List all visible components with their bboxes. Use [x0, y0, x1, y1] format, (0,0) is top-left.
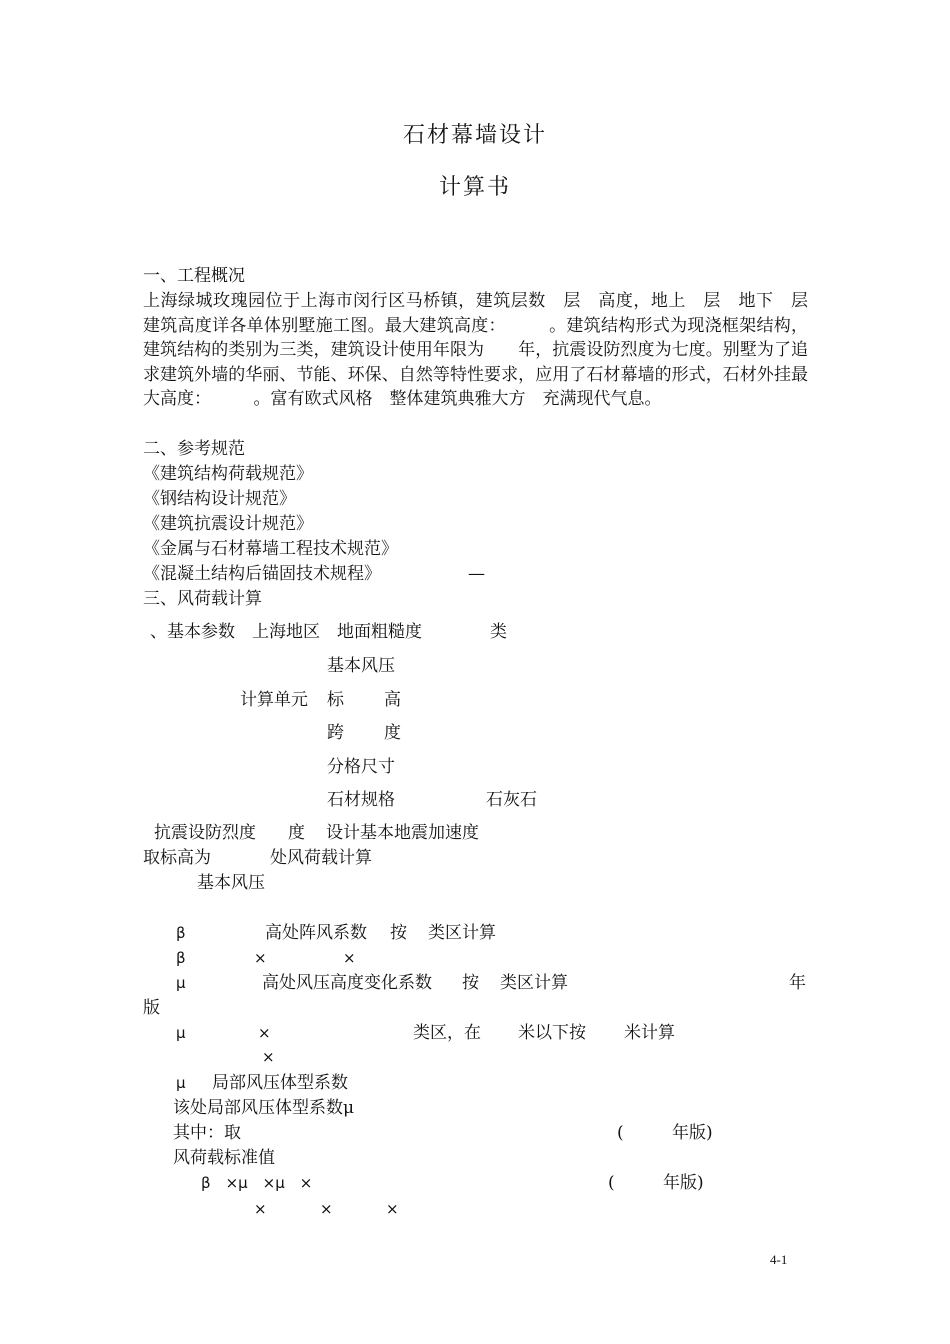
height-label-b: 高	[384, 690, 401, 710]
calc-unit-label: 计算单元	[240, 690, 308, 710]
times-symbol: ×	[386, 1200, 399, 1218]
local-shape-coefficient-label: 局部风压体型系数	[212, 1073, 348, 1093]
meters-calc-label: 米计算	[624, 1023, 675, 1043]
beta-symbol: β	[176, 924, 186, 942]
document-title: 石材幕墙设计	[402, 123, 547, 148]
reference-item: 《金属与石材幕墙工程技术规范》	[143, 539, 398, 559]
times-symbol: ×	[343, 949, 356, 967]
basic-wind-label: 基本风压	[197, 873, 265, 893]
class-calc-label: 类区计算	[428, 923, 496, 943]
year-edition-close: 年版)	[663, 1173, 704, 1193]
times-symbol: ×	[254, 1200, 267, 1218]
height-label-a: 标	[327, 690, 344, 710]
reference-dash: —	[468, 564, 485, 584]
beta-symbol: β	[176, 949, 186, 967]
section-1-heading: 一、工程概况	[143, 266, 245, 286]
by-label: 按	[462, 973, 479, 993]
roughness-class: 类	[490, 622, 507, 642]
year-edition-close: 年版)	[672, 1123, 713, 1143]
wind-load-standard-label: 风荷载标准值	[173, 1148, 275, 1168]
basic-wind-pressure-label: 基本风压	[327, 656, 395, 676]
seismic-acceleration-label: 设计基本地震加速度	[326, 823, 479, 843]
take-calc-label: 处风荷载计算	[270, 848, 372, 868]
section-3-heading: 三、风荷载计算	[143, 589, 262, 609]
class-calc-label: 类区计算	[500, 973, 568, 993]
times-symbol: ×	[320, 1200, 333, 1218]
stone-type: 石灰石	[486, 790, 537, 810]
stone-spec-label: 石材规格	[327, 790, 395, 810]
below-meters-label: 米以下按	[518, 1023, 586, 1043]
by-label: 按	[390, 923, 407, 943]
wind-load-formula: β ×μ ×μ ×	[201, 1174, 313, 1192]
reference-item: 《钢结构设计规范》	[143, 489, 296, 509]
height-variation-label: 高处风压高度变化系数	[262, 973, 432, 993]
where-take-label: 其中：取	[173, 1123, 241, 1143]
mu-symbol: μ	[176, 1074, 186, 1092]
class-at-label: 类区，在	[413, 1023, 481, 1043]
paren-open: (	[608, 1173, 615, 1193]
basic-params: 、基本参数 上海地区 地面粗糙度	[150, 622, 422, 642]
section-2-heading: 二、参考规范	[143, 439, 245, 459]
local-shape-coefficient-label-2: 该处局部风压体型系数μ	[173, 1098, 355, 1118]
span-label-a: 跨	[327, 723, 344, 743]
times-symbol: ×	[258, 1024, 271, 1042]
times-symbol: ×	[254, 949, 267, 967]
gust-coefficient-label: 高处阵风系数	[265, 923, 367, 943]
edition-label: 版	[143, 998, 160, 1018]
seismic-intensity-label: 抗震设防烈度	[154, 823, 256, 843]
reference-item: 《混凝土结构后锚固技术规程》	[143, 564, 381, 584]
mu-symbol: μ	[176, 1024, 186, 1042]
reference-item: 《建筑抗震设计规范》	[143, 514, 313, 534]
document-subtitle: 计算书	[438, 175, 511, 200]
span-label-b: 度	[384, 723, 401, 743]
paren-open: (	[617, 1123, 624, 1143]
mu-symbol: μ	[176, 974, 186, 992]
reference-item: 《建筑结构荷载规范》	[143, 464, 313, 484]
times-symbol: ×	[262, 1048, 275, 1066]
seismic-degree: 度	[288, 823, 305, 843]
page-number: 4-1	[770, 1252, 788, 1267]
grid-size-label: 分格尺寸	[327, 757, 395, 777]
section-1-body: 上海绿城玫瑰园位于上海市闵行区马桥镇，建筑层数 层 高度，地上 层 地下 层 建筑高度详各单体别墅施工图。最大建筑高度： 。建筑结构形式为现浇框架结构，建筑结构的类别为三类，建筑设计使用年限为 年，抗震设防烈度为七度。别墅为了追求建筑外墙的华丽、节能、环保、自然等特性要求，应用了石材幕墙的形式，石材外挂最大高度： 。富有欧式风格 整体建筑典雅大方 充满现代气息。	[143, 291, 825, 409]
take-height-label: 取标高为	[143, 848, 211, 868]
year-label: 年	[789, 973, 806, 993]
